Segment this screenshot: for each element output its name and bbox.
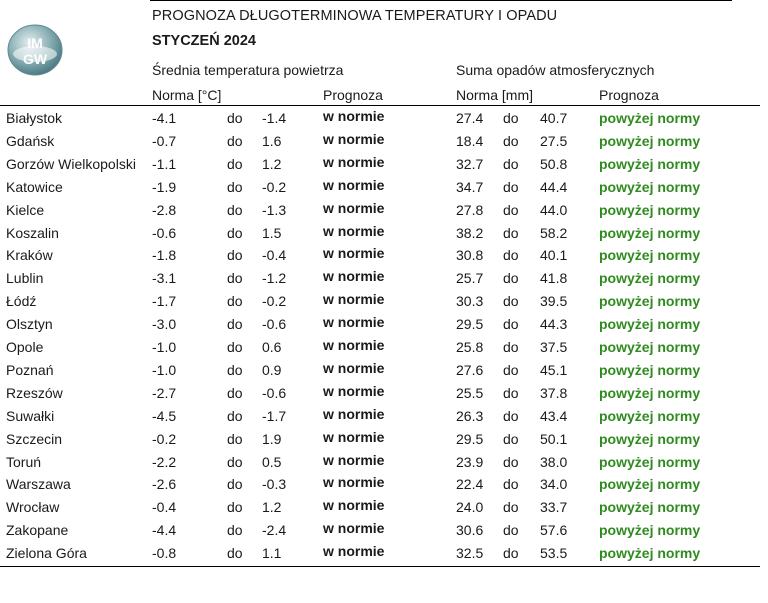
logo-text-bottom: GW [22, 51, 48, 67]
precip-norm-high: 58.2 [540, 224, 568, 241]
temp-forecast: w normie [323, 474, 385, 491]
table-row [0, 359, 760, 382]
temp-norm-low: -1.1 [152, 155, 177, 172]
temp-range-separator: do [227, 476, 243, 493]
precip-range-separator: do [503, 178, 519, 195]
page-subtitle: STYCZEŃ 2024 [152, 33, 256, 49]
table-row [0, 542, 760, 565]
precip-norm-high: 43.4 [540, 407, 568, 424]
city-name: Kraków [6, 247, 53, 264]
temp-norm-high: -1.2 [262, 270, 287, 287]
temp-forecast: w normie [323, 497, 385, 514]
logo-text-top: IM [27, 35, 43, 51]
table-row [0, 405, 760, 428]
temp-norm-high: 1.1 [262, 545, 282, 562]
temp-norm-high: 0.6 [262, 339, 282, 355]
temp-forecast: w normie [323, 451, 385, 468]
temp-range-separator: do [227, 178, 243, 195]
precip-range-separator: do [503, 361, 519, 378]
city-name: Rzeszów [6, 384, 63, 401]
temp-range-separator: do [227, 339, 243, 355]
precip-range-separator: do [503, 545, 519, 562]
city-name: Suwałki [6, 407, 55, 424]
precip-norm-high: 50.1 [540, 430, 568, 447]
temp-range-separator: do [227, 384, 243, 401]
temp-norm-low: -0.4 [152, 499, 177, 516]
temp-range-separator: do [227, 201, 243, 218]
temp-range-separator: do [227, 155, 243, 172]
precip-range-separator: do [503, 201, 519, 218]
temp-forecast: w normie [323, 314, 385, 331]
city-name: Gdańsk [6, 132, 55, 149]
precip-range-separator: do [503, 476, 519, 493]
temp-forecast: w normie [323, 405, 385, 422]
precip-norm-low: 34.7 [456, 178, 484, 195]
temp-forecast: w normie [323, 382, 385, 399]
precip-range-separator: do [503, 270, 519, 287]
city-name: Gorzów Wielkopolski [6, 155, 136, 172]
temp-norm-high: 1.2 [262, 155, 282, 172]
precip-forecast: powyżej normy [599, 132, 701, 149]
temp-forecast: w normie [323, 222, 385, 239]
precip-forecast: powyżej normy [599, 384, 701, 401]
temp-forecast: w normie [323, 520, 385, 537]
temp-forecast: w normie [323, 130, 385, 147]
precip-forecast: powyżej normy [599, 407, 701, 424]
temp-range-separator: do [227, 293, 243, 310]
temp-range-separator: do [227, 247, 243, 264]
temp-range-separator: do [227, 270, 243, 287]
table-row [0, 496, 760, 519]
temp-forecast: w normie [323, 428, 385, 445]
precip-norm-high: 44.3 [540, 316, 568, 333]
precipitation-forecast-header: Prognoza [599, 87, 659, 103]
temp-range-separator: do [227, 453, 243, 470]
imgw-logo-icon [7, 24, 63, 76]
temp-norm-low: -0.6 [152, 224, 177, 241]
temp-norm-low: -3.0 [152, 316, 177, 333]
precip-norm-high: 44.4 [540, 178, 568, 195]
temp-norm-low: -4.1 [152, 110, 177, 126]
temp-norm-high: -0.6 [262, 384, 287, 401]
table-row [0, 451, 760, 474]
temp-norm-low: -1.0 [152, 339, 177, 355]
temp-norm-low: -4.5 [152, 407, 177, 424]
city-name: Katowice [6, 178, 63, 195]
temp-norm-high: 1.9 [262, 430, 282, 447]
precip-forecast: powyżej normy [599, 224, 701, 241]
precip-norm-low: 30.6 [456, 522, 484, 539]
city-name: Zielona Góra [6, 545, 87, 562]
table-row [0, 336, 760, 359]
table-row [0, 130, 760, 153]
temp-norm-low: -2.7 [152, 384, 177, 401]
temp-forecast: w normie [323, 199, 385, 216]
temperature-section-label: Średnia temperatura powietrza [152, 62, 344, 78]
precip-norm-high: 45.1 [540, 361, 568, 378]
temp-norm-high: -1.7 [262, 407, 287, 424]
city-name: Łódź [6, 293, 37, 310]
temp-range-separator: do [227, 545, 243, 562]
precip-norm-high: 41.8 [540, 270, 568, 287]
temp-norm-high: 1.5 [262, 224, 282, 241]
city-name: Olsztyn [6, 316, 53, 333]
table-row [0, 428, 760, 451]
temp-norm-high: 0.5 [262, 453, 282, 470]
precip-norm-high: 50.8 [540, 155, 568, 172]
city-name: Kielce [6, 201, 45, 218]
temp-forecast: w normie [323, 291, 385, 308]
temp-norm-high: -0.2 [262, 293, 287, 310]
temp-range-separator: do [227, 224, 243, 241]
table-row [0, 267, 760, 290]
temp-forecast: w normie [323, 359, 385, 376]
temp-norm-high: 1.2 [262, 499, 282, 516]
temp-norm-high: -1.4 [262, 110, 287, 126]
temp-forecast: w normie [323, 268, 385, 285]
precip-norm-high: 34.0 [540, 476, 568, 493]
precip-norm-low: 27.6 [456, 361, 484, 378]
city-name: Poznań [6, 361, 54, 378]
table-row [0, 382, 760, 405]
precip-forecast: powyżej normy [599, 361, 701, 378]
precip-norm-low: 29.5 [456, 430, 484, 447]
precip-norm-low: 26.3 [456, 407, 484, 424]
table-row [0, 313, 760, 336]
temp-norm-low: -3.1 [152, 270, 177, 287]
precip-range-separator: do [503, 155, 519, 172]
temp-range-separator: do [227, 499, 243, 516]
precip-norm-low: 29.5 [456, 316, 484, 333]
precip-range-separator: do [503, 293, 519, 310]
temp-norm-high: -0.4 [262, 247, 287, 264]
precip-range-separator: do [503, 132, 519, 149]
temp-norm-high: -0.3 [262, 476, 287, 493]
precip-norm-low: 32.7 [456, 155, 484, 172]
temp-norm-low: -0.8 [152, 545, 177, 562]
temp-range-separator: do [227, 110, 243, 126]
temp-range-separator: do [227, 522, 243, 539]
city-name: Koszalin [6, 224, 59, 241]
temperature-forecast-header: Prognoza [323, 87, 383, 103]
precip-forecast: powyżej normy [599, 270, 701, 287]
precip-norm-low: 22.4 [456, 476, 484, 493]
precipitation-norm-header: Norma [mm] [456, 87, 533, 103]
temp-forecast: w normie [323, 108, 385, 124]
precip-forecast: powyżej normy [599, 316, 701, 333]
precip-forecast: powyżej normy [599, 453, 701, 470]
temp-norm-low: -1.9 [152, 178, 177, 195]
city-name: Opole [6, 339, 44, 355]
temp-norm-high: -2.4 [262, 522, 287, 539]
precip-range-separator: do [503, 522, 519, 539]
table-row [0, 519, 760, 542]
temp-norm-high: 1.6 [262, 132, 282, 149]
temp-range-separator: do [227, 361, 243, 378]
precip-norm-low: 38.2 [456, 224, 484, 241]
precip-norm-high: 44.0 [540, 201, 568, 218]
precip-forecast: powyżej normy [599, 499, 701, 516]
city-name: Szczecin [6, 430, 63, 447]
precip-norm-low: 25.7 [456, 270, 484, 287]
table-row [0, 222, 760, 245]
temp-forecast: w normie [323, 153, 385, 170]
precip-forecast: powyżej normy [599, 293, 701, 310]
city-name: Białystok [6, 110, 63, 126]
temp-norm-low: -2.8 [152, 201, 177, 218]
temp-norm-low: -1.0 [152, 361, 177, 378]
precip-norm-low: 25.5 [456, 384, 484, 401]
precip-norm-high: 27.5 [540, 132, 568, 149]
temp-norm-low: -0.2 [152, 430, 177, 447]
temp-norm-high: -0.2 [262, 178, 287, 195]
precip-norm-low: 23.9 [456, 453, 484, 470]
precip-forecast: powyżej normy [599, 247, 701, 264]
temp-norm-low: -0.7 [152, 132, 177, 149]
precip-forecast: powyżej normy [599, 430, 701, 447]
precip-forecast: powyżej normy [599, 110, 701, 126]
precip-norm-high: 37.5 [540, 339, 568, 355]
temp-forecast: w normie [323, 245, 385, 262]
page-title: PROGNOZA DŁUGOTERMINOWA TEMPERATURY I OPADU [152, 8, 558, 24]
temp-norm-low: -2.2 [152, 453, 177, 470]
precip-norm-low: 25.8 [456, 339, 484, 355]
precip-forecast: powyżej normy [599, 545, 701, 562]
precip-norm-low: 30.8 [456, 247, 484, 264]
table-row [0, 107, 760, 130]
precip-norm-high: 40.1 [540, 247, 568, 264]
precip-range-separator: do [503, 407, 519, 424]
precip-norm-high: 38.0 [540, 453, 568, 470]
precip-forecast: powyżej normy [599, 476, 701, 493]
precip-forecast: powyżej normy [599, 339, 701, 355]
precip-norm-high: 53.5 [540, 545, 568, 562]
temp-norm-high: 0.9 [262, 361, 282, 378]
temperature-norm-header: Norma [°C] [152, 87, 222, 103]
precip-forecast: powyżej normy [599, 155, 701, 172]
table-row [0, 473, 760, 496]
table-row [0, 153, 760, 176]
precip-norm-low: 32.5 [456, 545, 484, 562]
precip-range-separator: do [503, 453, 519, 470]
table-row [0, 290, 760, 313]
precip-norm-high: 57.6 [540, 522, 568, 539]
precip-norm-high: 37.8 [540, 384, 568, 401]
temp-norm-high: -0.6 [262, 316, 287, 333]
temp-range-separator: do [227, 407, 243, 424]
precip-norm-low: 27.8 [456, 201, 484, 218]
precip-range-separator: do [503, 430, 519, 447]
precip-forecast: powyżej normy [599, 522, 701, 539]
precip-norm-high: 33.7 [540, 499, 568, 516]
precip-range-separator: do [503, 110, 519, 126]
precip-range-separator: do [503, 499, 519, 516]
precip-range-separator: do [503, 316, 519, 333]
temp-range-separator: do [227, 132, 243, 149]
precip-norm-low: 24.0 [456, 499, 484, 516]
precipitation-section-label: Suma opadów atmosferycznych [456, 62, 655, 78]
header-rule [0, 105, 760, 106]
temp-norm-low: -2.6 [152, 476, 177, 493]
precip-range-separator: do [503, 247, 519, 264]
table-row [0, 199, 760, 222]
precip-forecast: powyżej normy [599, 178, 701, 195]
temp-range-separator: do [227, 316, 243, 333]
precip-range-separator: do [503, 339, 519, 355]
temp-norm-low: -1.8 [152, 247, 177, 264]
city-name: Toruń [6, 453, 42, 470]
city-name: Wrocław [6, 499, 60, 516]
precip-norm-low: 18.4 [456, 132, 484, 149]
city-name: Lublin [6, 270, 44, 287]
table-row [0, 244, 760, 267]
temp-norm-low: -4.4 [152, 522, 177, 539]
temp-forecast: w normie [323, 176, 385, 193]
top-rule [150, 0, 732, 1]
temp-forecast: w normie [323, 543, 385, 560]
precip-norm-high: 39.5 [540, 293, 568, 310]
precip-norm-low: 27.4 [456, 110, 484, 126]
temp-range-separator: do [227, 430, 243, 447]
temp-norm-low: -1.7 [152, 293, 177, 310]
precip-forecast: powyżej normy [599, 201, 701, 218]
precip-range-separator: do [503, 224, 519, 241]
precip-norm-high: 40.7 [540, 110, 568, 126]
precip-norm-low: 30.3 [456, 293, 484, 310]
temp-forecast: w normie [323, 337, 385, 353]
bottom-rule [0, 566, 760, 567]
temp-norm-high: -1.3 [262, 201, 287, 218]
city-name: Zakopane [6, 522, 69, 539]
precip-range-separator: do [503, 384, 519, 401]
city-name: Warszawa [6, 476, 71, 493]
table-row [0, 176, 760, 199]
